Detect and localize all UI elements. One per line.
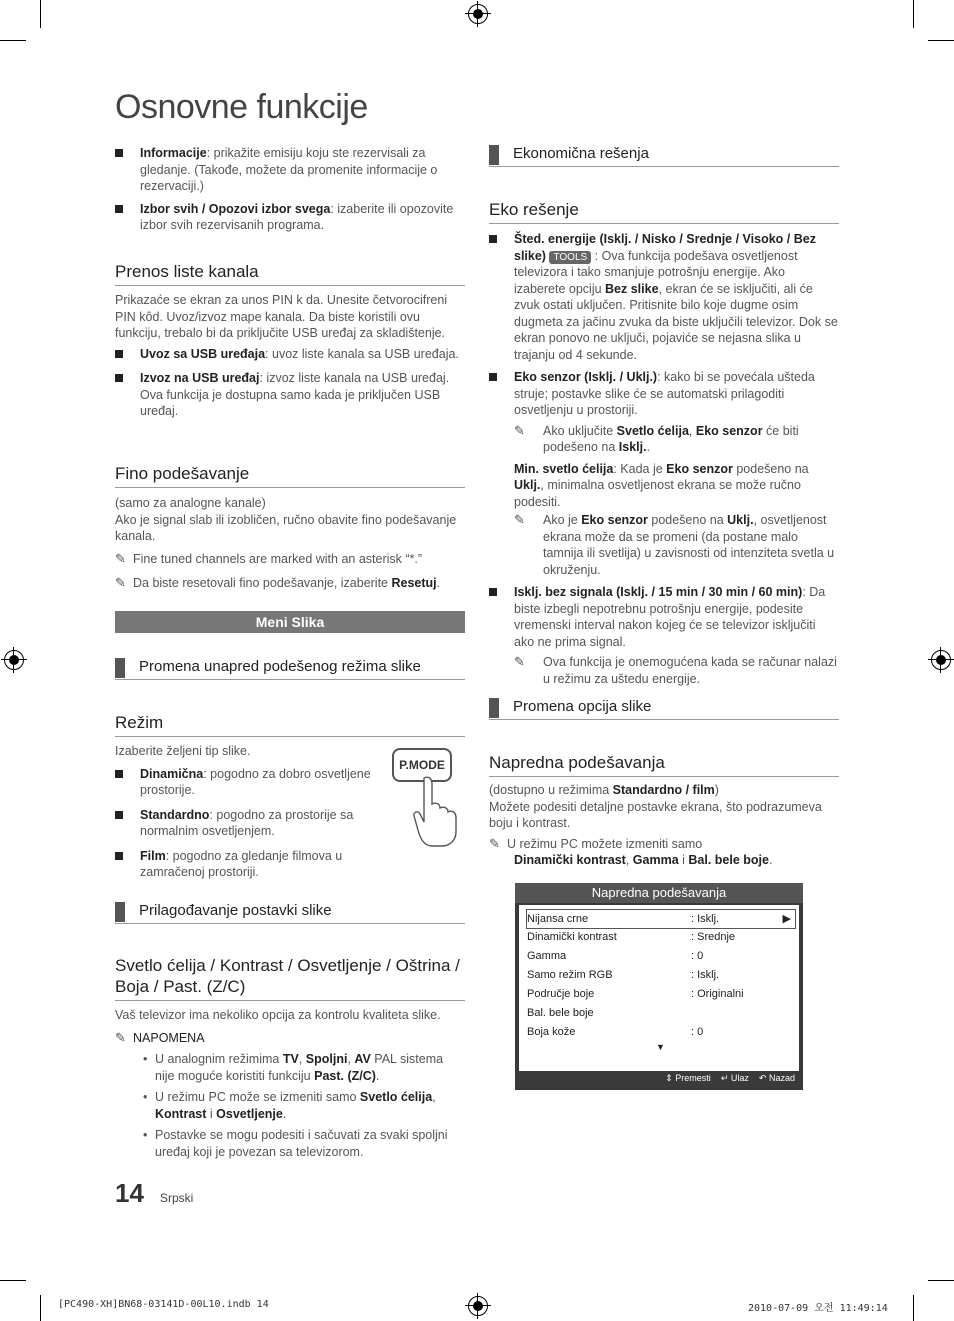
enter-icon: ↵ <box>720 1073 729 1083</box>
registration-mark-icon <box>468 1296 488 1316</box>
note: ✎ Ako je Eko senzor podešeno na Uklj., osvetljenost ekrana može da se promeni (da postane malo tamnija ili svetlija) u zavisnosti od intenziteta svetla u okruženju. <box>514 512 835 577</box>
menu-row: Gamma : 0 <box>527 950 704 962</box>
pencil-note-icon: ✎ <box>489 835 500 851</box>
arrow-right-icon: ▶ <box>782 913 791 925</box>
menu-row: Dinamički kontrast : Srednje <box>527 931 736 943</box>
print-file-info: [PC490-XH]BN68-03141D-00L10.indb 14 <box>58 1299 269 1310</box>
paragraph: (dostupno u režimima Standardno / film) <box>489 783 719 797</box>
pencil-note-icon: ✎ <box>115 550 126 566</box>
note: ✎ Da biste resetovali fino podešavanje, izaberite Resetuj. <box>115 575 441 590</box>
list-item: Izvoz na USB uređaj: izvoz liste kanala na USB uređaj. Ova funkcija je dostupna samo kada je priključen USB uređaj. <box>115 370 465 420</box>
menu-row: Nijansa crne : Isklj. ▶ <box>526 909 796 929</box>
pencil-note-icon: ✎ <box>115 1029 126 1045</box>
pencil-note-icon: ✎ <box>514 654 525 669</box>
menu-title: Napredna podešavanja <box>515 883 803 903</box>
subsection-heading: Prilagođavanje postavki slike <box>115 902 465 924</box>
menu-body <box>519 905 799 1071</box>
section-heading: Napredna podešavanja <box>489 753 839 777</box>
list-item: • U analognim režimima TV, Spoljni, AV PAL sistema nije moguće koristiti funkciju Past. (Z/C). <box>143 1052 444 1083</box>
registration-mark-icon <box>4 650 24 670</box>
list-item: • U režimu PC može se izmeniti samo Svetlo ćelija, Kontrast i Osvetljenje. <box>143 1090 436 1121</box>
subsection-heading: Promena unapred podešenog režima slike <box>115 658 465 680</box>
menu-banner: Meni Slika <box>115 611 465 633</box>
hand-press-icon <box>410 776 470 848</box>
rezim-section <box>115 743 385 881</box>
paragraph: Izaberite željeni tip slike. <box>115 744 251 758</box>
registration-mark-icon <box>468 4 488 24</box>
osd-menu <box>515 883 803 1090</box>
note: ✎ Ako uključite Svetlo ćelija, Eko senzor će biti podešeno na Isklj.. <box>514 422 799 454</box>
menu-row: Samo režim RGB : Isklj. <box>527 969 720 981</box>
move-icon: ⇕ <box>665 1073 673 1083</box>
list-item: Standardno: pogodno za prostorije sa normalnim osvetljenjem. <box>115 807 385 840</box>
list-item: Informacije: prikažite emisiju koju ste rezervisali za gledanje. (Takođe, možete da promenite informacije o rezervaciji.) <box>115 145 465 195</box>
eko-section <box>489 231 839 687</box>
subsection-heading: Promena opcija slike <box>489 698 839 720</box>
note: ✎ Fine tuned channels are marked with an asterisk “*.” <box>115 550 423 566</box>
paragraph: Možete podesiti detaljne postavke ekrana, što podrazumeva boju i kontrast. <box>489 799 822 830</box>
registration-mark-icon <box>931 650 951 670</box>
page-title: Osnovne funkcije <box>115 88 368 126</box>
fino-section <box>115 495 465 592</box>
pencil-note-icon: ✎ <box>514 422 525 438</box>
crop-mark <box>928 1280 954 1281</box>
pmode-button: P.MODE <box>392 748 452 782</box>
crop-mark <box>0 1280 26 1281</box>
crop-mark <box>40 1295 41 1321</box>
intro-list <box>115 145 465 234</box>
crop-mark <box>928 40 954 41</box>
list-item: Uvoz sa USB uređaja: uvoz liste kanala sa USB uređaja. <box>115 346 465 363</box>
crop-mark <box>0 40 26 41</box>
page-number: 14 <box>115 1178 144 1208</box>
list-item: • Postavke se mogu podesiti i sačuvati za svaki spoljni uređaj koji je povezan sa televizorom. <box>143 1128 448 1159</box>
prenos-section <box>115 292 465 420</box>
menu-footer: ⇕ Premesti ↵ Ulaz ↶ Nazad <box>665 1073 795 1083</box>
note: ✎ NAPOMENA <box>115 1029 205 1045</box>
print-date-info: 2010-07-09 오전 11:49:14 <box>748 1303 888 1314</box>
svetlo-section <box>115 1007 465 1160</box>
scroll-down-icon: ▼ <box>656 1042 665 1052</box>
language-label: Srpski <box>160 1191 194 1205</box>
subsection-heading: Ekonomična rešenja <box>489 145 839 167</box>
pencil-note-icon: ✎ <box>514 512 525 527</box>
crop-mark <box>40 0 41 28</box>
menu-row: Bal. bele boje <box>527 1007 594 1019</box>
paragraph: Min. svetlo ćelija: Kada je Eko senzor podešeno na Uklj., minimalna osvetljenost ekrana se može ručno podesiti. <box>514 461 809 509</box>
note: ✎ U režimu PC možete izmeniti samo Dinamički kontrast, Gamma i Bal. bele boje. <box>489 835 773 867</box>
paragraph: Vaš televizor ima nekoliko opcija za kontrolu kvaliteta slike. <box>115 1008 441 1022</box>
section-heading: Prenos liste kanala <box>115 262 465 286</box>
section-heading: Režim <box>115 713 465 737</box>
section-heading: Svetlo ćelija / Kontrast / Osvetljenje / Oštrina / Boja / Past. (Z/C) <box>115 955 465 1001</box>
menu-row: Boja kože : 0 <box>527 1026 704 1038</box>
crop-mark <box>913 1295 914 1321</box>
list-item: Eko senzor (Isklj. / Uklj.): kako bi se povećala ušteda struje; postavke slike će se automatski prilagoditi osvetljenju u prostoriji. <box>489 369 839 419</box>
return-icon: ↶ <box>758 1073 767 1083</box>
list-item: Šted. energije (Isklj. / Nisko / Srednje / Visoko / Bez slike) TOOLS : Ova funkcija podešava osvetljenost televizora i tako smanjuje potrošnju energije. Ako izaberete opciju Bez slike, ekran će se isključiti, ali će zvuk ostati uključen. Pritisnite bilo koje dugme osim dugmeta za jačinu zvuka da biste uključili televizor. Dok se ekran ponovo ne uključi, pojaviće se nejasna slika u trajanju od 4 sekunde. <box>489 231 839 363</box>
section-heading: Fino podešavanje <box>115 464 465 488</box>
paragraph: Ako je signal slab ili izobličen, ručno obavite fino podešavanje kanala. <box>115 512 457 543</box>
list-item: Isklj. bez signala (Isklj. / 15 min / 30 min / 60 min): Da biste izbegli nepotrebnu potrošnju energije, podesite vremenski interval nakon kojeg će se televizor isključiti ako ne prima signal. <box>489 584 839 650</box>
paragraph: Prikazaće se ekran za unos PIN k da. Unesite četvorocifreni PIN kôd. Uvoz/izvoz mape kanala. Da biste koristili ovu funkciju, trebalo bi da priključite USB uređaj za skladištenje. <box>115 293 448 340</box>
section-heading: Eko rešenje <box>489 200 839 224</box>
napredna-section <box>489 782 839 869</box>
crop-mark <box>913 0 914 28</box>
list-item: Film: pogodno za gledanje filmova u zamračenoj prostoriji. <box>115 848 385 881</box>
note: ✎ Ova funkcija je onemogućena kada se računar nalazi u režimu za uštedu energije. <box>514 654 837 686</box>
tools-badge: TOOLS <box>549 251 591 264</box>
pencil-note-icon: ✎ <box>115 575 126 590</box>
paragraph: (samo za analogne kanale) <box>115 496 266 510</box>
menu-row: Područje boje : Originalni <box>527 988 744 1000</box>
list-item: Dinamična: pogodno za dobro osvetljene prostorije. <box>115 766 385 799</box>
list-item: Izbor svih / Opozovi izbor svega: izaberite ili opozovite izbor svih rezervisanih programa. <box>115 201 465 234</box>
